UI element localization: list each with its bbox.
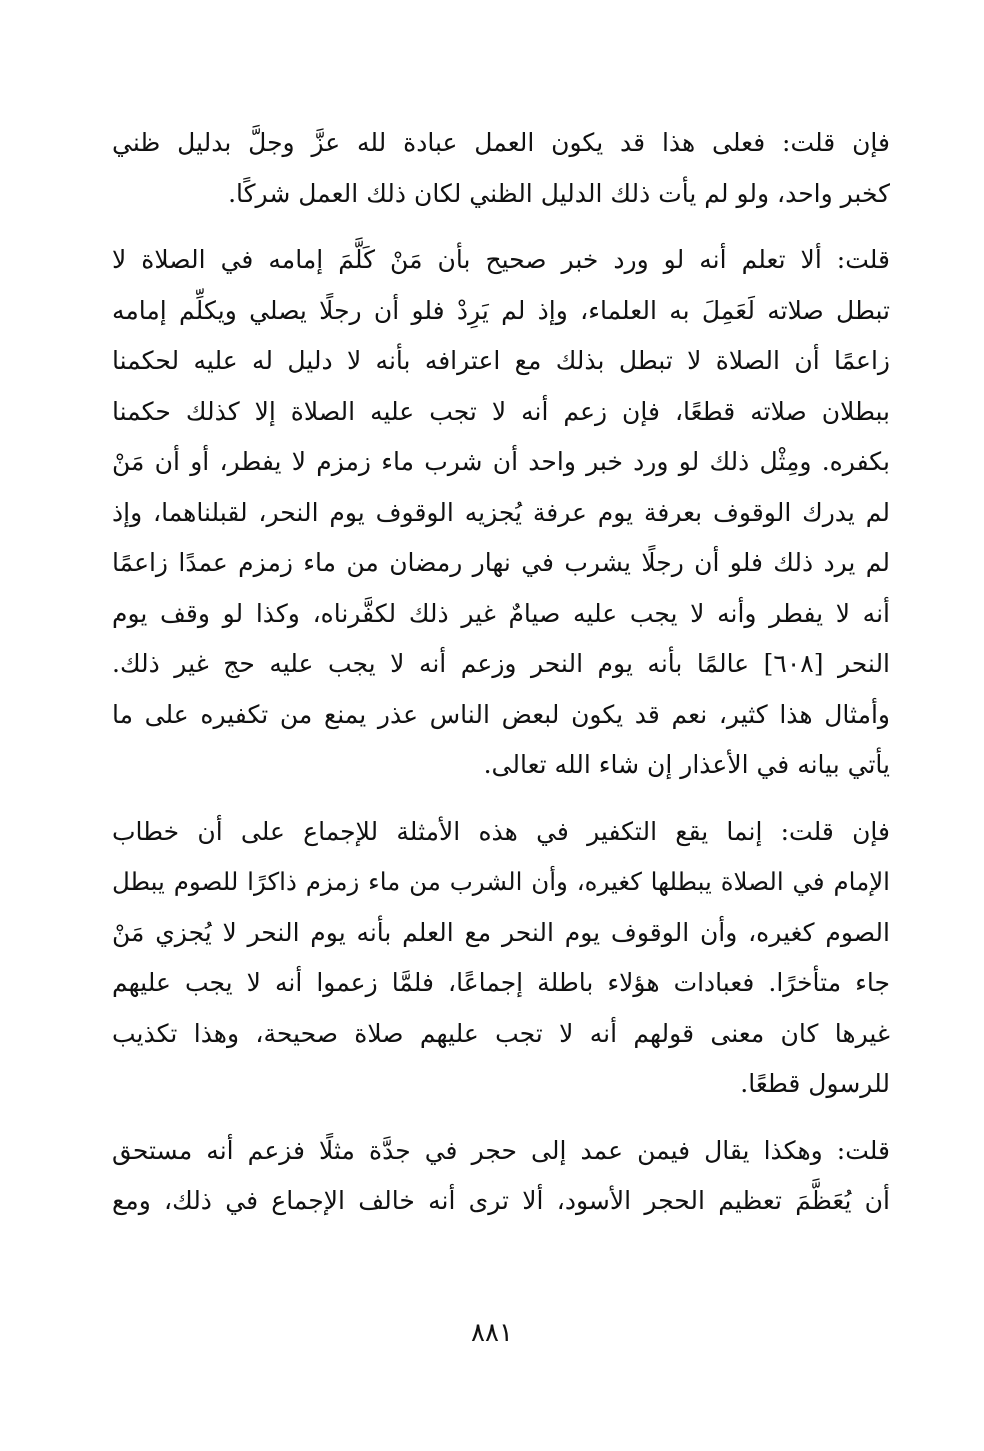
text-line: قلت: ألا تعلم أنه لو ورد خبر صحيح بأن مَنْ كَلَّمَ إمامه في الصلاة لا (112, 245, 890, 274)
paragraph-4 (112, 1126, 890, 1227)
text-line: قلت: وهكذا يقال فيمن عمد إلى حجر في جدَّة مثلًا فزعم أنه مستحق (112, 1135, 890, 1165)
text-line: جاء متأخرًا. فعبادات هؤلاء باطلة إجماعًا، فلمَّا زعموا أنه لا يجب عليهم (112, 968, 890, 997)
text-line: ببطلان صلاته قطعًا، فإن زعم أنه لا تجب عليه الصلاة إلا كذلك حكمنا (112, 396, 890, 426)
text-line: بكفره. ومِثْل ذلك لو ورد خبر واحد أن شرب ماء زمزم لا يفطر، أو أن مَنْ (112, 447, 890, 476)
text-line: فإن قلت: إنما يقع التكفير في هذه الأمثلة للإجماع على أن خطاب (112, 816, 890, 846)
text-line: أن يُعَظَّمَ تعظيم الحجر الأسود، ألا ترى أنه خالف الإجماع في ذلك، ومع (112, 1186, 890, 1215)
text-line: كخبر واحد، ولو لم يأت ذلك الدليل الظني لكان ذلك العمل شركًا. (228, 178, 890, 208)
paragraph-1 (112, 118, 890, 219)
text-line: الصوم كغيره، وأن الوقوف يوم النحر مع العلم بأنه يوم النحر لا يُجزي مَنْ (112, 917, 890, 947)
text-line: يأتي بيانه في الأعذار إن شاء الله تعالى. (483, 750, 890, 779)
page-number: ٨٨١ (471, 1318, 513, 1348)
text-line: الإمام في الصلاة يبطلها كغيره، وأن الشرب من ماء زمزم ذاكرًا للصوم يبطل (112, 867, 890, 896)
text-line: زاعمًا أن الصلاة لا تبطل بذلك مع اعترافه بأنه لا دليل له عليه لحكمنا (112, 346, 890, 375)
text-line: لم يرد ذلك فلو أن رجلًا يشرب في نهار رمضان من ماء زمزم عمدًا زاعمًا (112, 548, 890, 577)
text-line: أنه لا يفطر وأنه لا يجب عليه صيامٌ غير ذلك لكفَّرناه، وكذا لو وقف يوم (112, 598, 890, 628)
text-line: وأمثال هذا كثير، نعم قد يكون لبعض الناس عذر يمنع من تكفيره على ما (112, 699, 890, 729)
text-line: غيرها كان معنى قولهم أنه لا تجب عليهم صلاة صحيحة، وهذا تكذيب (112, 1018, 890, 1048)
page-text (112, 118, 890, 1243)
text-line: لم يدرك الوقوف بعرفة يوم عرفة يُجزيه الوقوف يوم النحر، لقبلناهما، وإذ (112, 497, 890, 527)
text-line: تبطل صلاته لَعَمِلَ به العلماء، وإذ لم يَرِدْ فلو أن رجلًا يصلي ويكلِّم إمامه (112, 295, 890, 325)
text-line: النحر [٦٠٨] عالمًا بأنه يوم النحر وزعم أنه لا يجب عليه حج غير ذلك. (112, 649, 890, 678)
text-line: فإن قلت: فعلى هذا قد يكون العمل عبادة لله عزَّ وجلَّ بدليل ظني (112, 128, 890, 157)
paragraph-3 (112, 807, 890, 1110)
text-line: للرسول قطعًا. (740, 1069, 890, 1098)
paragraph-2 (112, 235, 890, 791)
